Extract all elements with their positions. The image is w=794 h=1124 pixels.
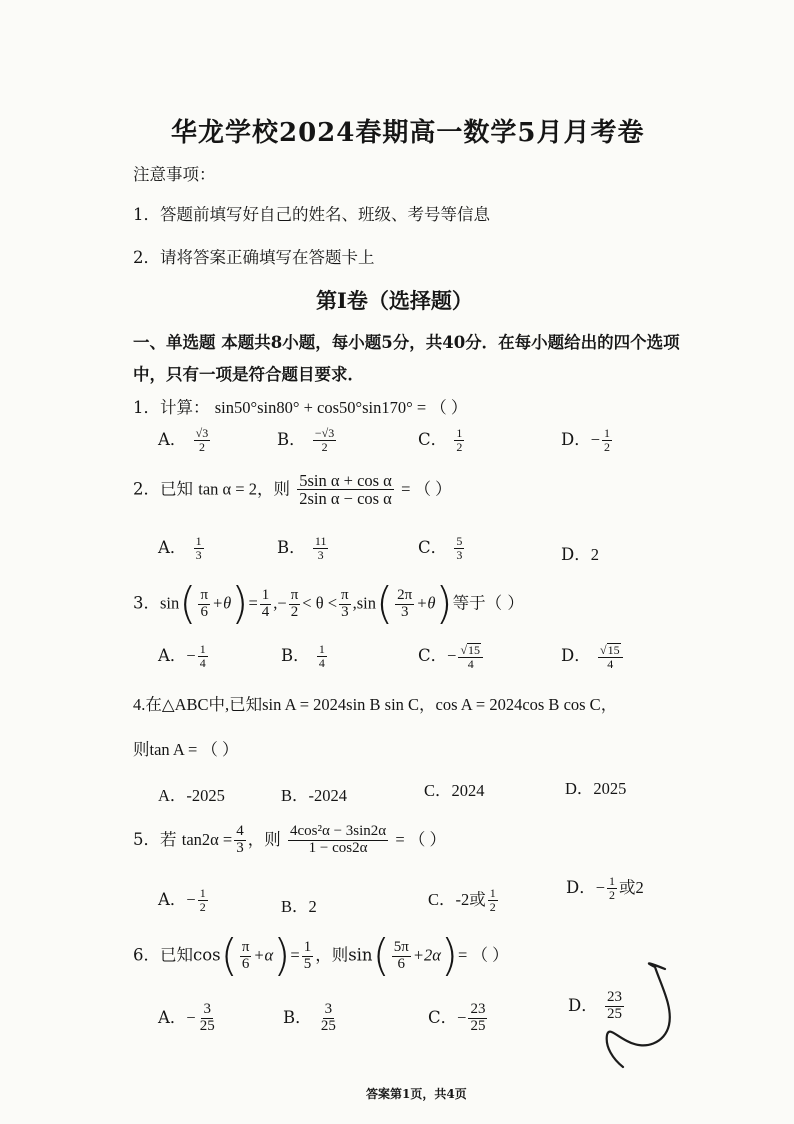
q3-c-den: 2 bbox=[290, 603, 299, 620]
q3-option-a bbox=[158, 642, 210, 670]
q2-c-frac bbox=[454, 535, 464, 561]
q1-d-frac bbox=[602, 427, 612, 453]
q5-prefix: 若 bbox=[160, 829, 177, 849]
q3-frac-b bbox=[260, 588, 272, 621]
q2-a-num: 1 bbox=[195, 534, 202, 549]
section-title: 第Ⅰ卷（选择题） bbox=[316, 288, 473, 313]
q6-mid: ，则sin bbox=[315, 945, 373, 965]
q1-a-num: √3 bbox=[195, 426, 209, 441]
q6-frac-c bbox=[392, 940, 411, 973]
q2-fraction bbox=[297, 472, 394, 508]
q6-oa-label: A． bbox=[158, 1007, 187, 1027]
q5-d-label: D． bbox=[566, 878, 596, 897]
q3-od-label: D． bbox=[561, 646, 591, 665]
q5-d-sign: − bbox=[595, 878, 606, 897]
q5-c-frac bbox=[488, 887, 498, 913]
q3-c-num: π bbox=[290, 586, 299, 603]
q6-oa-num: 3 bbox=[203, 1001, 211, 1017]
q3-sin-2: ,sin bbox=[352, 593, 376, 613]
question-6: 6．已知cos( $\frac{\pi}{6}$ +α)= $\frac{1}{5}$ ，则sin( $\frac{5\pi}{6}$ +2α)= （ ） bbox=[133, 930, 509, 981]
q6-eq: = bbox=[290, 945, 300, 965]
q3-a-tail: +θ bbox=[212, 593, 232, 613]
q6-ob-label: B． bbox=[283, 1007, 312, 1027]
q3-d-den: 3 bbox=[341, 603, 349, 620]
q2-prefix: 已知 bbox=[160, 479, 193, 499]
q1-expression: sin50°sin80° + cos50°sin170° = （ ） bbox=[214, 398, 468, 417]
q1-c-frac bbox=[454, 427, 464, 453]
q3-od-num: √15 bbox=[598, 643, 623, 658]
q6-oc-sign: − bbox=[457, 1007, 467, 1027]
question-4-line-1: 4.在△ABC中,已知sin A = 2024sin B sin C，cos A = 2024cos B cos C， bbox=[133, 695, 618, 714]
q6-od-label: D． bbox=[568, 995, 598, 1015]
question-4-line-2: 则tan A = （ ） bbox=[133, 740, 239, 759]
q5-tail: = （ ） bbox=[395, 829, 446, 849]
q3-e-num: 2π bbox=[397, 586, 413, 603]
q6-ob-frac bbox=[319, 1002, 338, 1035]
q2-frac-num: 5sin α + cos α bbox=[299, 471, 392, 490]
q5-d-den: 2 bbox=[609, 888, 616, 902]
q5-cond-num: 4 bbox=[236, 823, 244, 839]
q6-od-num: 23 bbox=[606, 989, 622, 1005]
q5-cond-frac bbox=[234, 824, 246, 857]
q1-a-label: A． bbox=[158, 430, 187, 449]
part-one-heading: 一、单选题 bbox=[133, 333, 216, 352]
q6-oc-label: C． bbox=[428, 1007, 458, 1027]
q3-d-num: π bbox=[341, 586, 349, 603]
q3-od-frac bbox=[598, 643, 623, 670]
q4-option-c: C．2024 bbox=[424, 781, 485, 800]
question-5 bbox=[133, 824, 446, 857]
q3-b-den: 4 bbox=[261, 603, 270, 620]
q5-a-num: 1 bbox=[199, 886, 206, 901]
q2-a-frac bbox=[194, 535, 204, 561]
page-footer: 答案第1页，共4页 bbox=[366, 1087, 467, 1101]
q6-option-a bbox=[158, 1002, 219, 1035]
q6-option-c bbox=[428, 1002, 489, 1035]
question-1 bbox=[133, 394, 467, 418]
q6-b-num: 1 bbox=[303, 938, 312, 955]
question-2 bbox=[133, 472, 452, 508]
q6-c-tail: +2α bbox=[412, 945, 441, 965]
q6-ob-den: 25 bbox=[320, 1017, 336, 1034]
q2-a-den: 3 bbox=[195, 548, 202, 562]
q3-frac-d bbox=[339, 588, 351, 621]
q3-oc-label: C． bbox=[418, 646, 448, 665]
q5-a-den: 2 bbox=[199, 900, 206, 914]
q2-option-a bbox=[158, 534, 206, 562]
q1-b-frac bbox=[313, 427, 336, 453]
q3-b-num: 1 bbox=[261, 586, 270, 603]
q3-ob-label: B． bbox=[281, 646, 310, 665]
q6-a-tail: +α bbox=[253, 945, 274, 965]
q5-c-den: 2 bbox=[489, 900, 496, 914]
q6-oc-num: 23 bbox=[470, 1001, 486, 1017]
q1-option-d bbox=[561, 426, 614, 454]
q5-d-frac bbox=[607, 875, 617, 901]
q5-condition: tan2α = bbox=[181, 829, 233, 849]
q2-d-label: D． bbox=[561, 545, 591, 564]
q3-sin-1: sin bbox=[160, 593, 180, 613]
q4-option-b: B．-2024 bbox=[281, 786, 347, 805]
q2-b-frac bbox=[313, 535, 329, 561]
q3-oa-frac bbox=[198, 643, 208, 669]
q6-a-den: 6 bbox=[241, 955, 250, 972]
q3-frac-a bbox=[198, 588, 210, 621]
q3-oa-sign: − bbox=[186, 646, 196, 665]
q3-frac-e bbox=[395, 588, 414, 621]
q1-c-num: 1 bbox=[456, 426, 463, 441]
q2-a-label: A． bbox=[158, 538, 187, 557]
q6-ob-num: 3 bbox=[324, 1001, 333, 1017]
q5-number: 5． bbox=[133, 829, 160, 849]
notice-item-2: 2．请将答案正确填写在答题卡上 bbox=[133, 248, 375, 267]
q1-c-den: 2 bbox=[456, 440, 463, 454]
q3-tail: 等于（ ） bbox=[452, 593, 524, 613]
q1-b-den: 2 bbox=[321, 440, 328, 454]
q3-ob-frac bbox=[317, 643, 327, 669]
q3-oa-num: 1 bbox=[199, 642, 206, 657]
q3-option-b bbox=[281, 642, 329, 670]
q1-number: 1． bbox=[133, 398, 160, 417]
q6-frac-a bbox=[240, 940, 252, 973]
q3-oc-rad: 15 bbox=[468, 642, 481, 657]
q3-number: 3． bbox=[133, 593, 160, 613]
part-one-desc-1 bbox=[133, 329, 680, 353]
q6-a-num: π bbox=[241, 938, 250, 955]
q1-option-c bbox=[418, 426, 466, 454]
q4-option-a: A．-2025 bbox=[158, 786, 225, 805]
q2-c-den: 3 bbox=[456, 548, 463, 562]
q6-prefix: 已知cos bbox=[160, 945, 221, 965]
notice-item-1: 1．答题前填写好自己的姓名、班级、考号等信息 bbox=[133, 205, 490, 224]
notice-heading: 注意事项： bbox=[133, 165, 216, 184]
q2-b-den: 3 bbox=[317, 548, 324, 562]
q6-od-den: 25 bbox=[606, 1005, 622, 1022]
q3-option-c bbox=[418, 642, 485, 670]
q2-b-num: 11 bbox=[314, 534, 327, 549]
q2-option-d bbox=[561, 541, 599, 565]
q6-oa-den: 25 bbox=[199, 1017, 215, 1034]
q6-oc-den: 25 bbox=[470, 1017, 486, 1034]
q2-d-value: 2 bbox=[590, 545, 599, 564]
q1-d-sign: − bbox=[590, 430, 601, 449]
q2-tail: = （ ） bbox=[401, 479, 452, 499]
q3-oa-den: 4 bbox=[199, 656, 206, 670]
q2-option-b bbox=[277, 534, 330, 562]
q6-oc-frac bbox=[468, 1002, 487, 1035]
q3-lt1: ,− bbox=[273, 593, 287, 613]
q1-prefix: 计算： bbox=[160, 398, 210, 417]
pen-scribble-mark bbox=[595, 955, 685, 1075]
q5-a-frac bbox=[198, 887, 208, 913]
q3-oc-num: √15 bbox=[458, 643, 483, 658]
q5-d-num: 1 bbox=[609, 874, 616, 889]
q3-ob-den: 4 bbox=[318, 656, 325, 670]
q3-a-num: π bbox=[200, 586, 209, 603]
q2-mid: ，则 bbox=[256, 479, 290, 499]
q5-frac-den: 1 − cos2α bbox=[308, 839, 368, 856]
q5-a-sign: − bbox=[186, 890, 196, 909]
q5-cond-den: 3 bbox=[236, 839, 244, 856]
q3-od-den: 4 bbox=[607, 656, 614, 671]
q2-c-num: 5 bbox=[456, 534, 463, 549]
q3-frac-c bbox=[289, 588, 301, 621]
q3-ob-num: 1 bbox=[318, 642, 325, 657]
q5-fraction bbox=[288, 824, 388, 857]
part-one-desc: 本题共8小题，每小题5分，共40分．在每小题给出的四个选项 bbox=[221, 333, 680, 352]
page-title: 华龙学校2024春期高一数学5月月考卷 bbox=[171, 118, 645, 148]
question-3: 3．sin( $\frac{\pi}{6}$ +θ)= $\frac{1}{4}$ ,− $\frac{\pi}{2}$ < θ < $\frac{\pi}{3}$ ,sin( $\frac{2\pi}{3}$ +θ)等于（ ） bbox=[133, 578, 524, 629]
q2-number: 2． bbox=[133, 479, 160, 499]
q6-option-b bbox=[283, 1002, 340, 1035]
q6-tail: = （ ） bbox=[458, 945, 509, 965]
q2-condition: tan α = 2 bbox=[198, 479, 257, 499]
q5-option-d bbox=[566, 874, 644, 902]
q3-oc-frac bbox=[458, 643, 483, 670]
q3-option-d bbox=[561, 642, 625, 670]
q3-oc-den: 4 bbox=[467, 656, 474, 671]
q6-oa-sign: − bbox=[186, 1007, 196, 1027]
q1-c-label: C． bbox=[418, 430, 448, 449]
q6-c-num: 5π bbox=[393, 938, 409, 955]
q5-option-b: B．2 bbox=[281, 897, 317, 916]
q1-d-den: 2 bbox=[604, 440, 611, 454]
q1-d-label: D． bbox=[561, 430, 591, 449]
q3-e-tail: +θ bbox=[416, 593, 436, 613]
q3-oa-label: A． bbox=[158, 646, 187, 665]
q6-number: 6． bbox=[133, 945, 160, 965]
q5-mid: ，则 bbox=[247, 829, 281, 849]
q5-frac-num: 4cos²α − 3sin2α bbox=[289, 823, 387, 839]
q5-d-tail: 或2 bbox=[619, 878, 644, 897]
q1-option-b bbox=[277, 426, 338, 454]
q6-frac-b bbox=[302, 940, 314, 973]
q3-oc-sign: − bbox=[447, 646, 457, 665]
q5-c-label: C．-2或 bbox=[428, 890, 486, 909]
q3-e-den: 3 bbox=[400, 603, 409, 620]
q1-b-num: −√3 bbox=[314, 426, 335, 441]
q6-oa-frac bbox=[198, 1002, 217, 1035]
q2-option-c bbox=[418, 534, 466, 562]
q1-a-den: 2 bbox=[198, 440, 205, 454]
q5-option-c bbox=[428, 886, 500, 914]
q3-od-rad: 15 bbox=[607, 642, 620, 657]
q2-b-label: B． bbox=[277, 538, 306, 557]
q3-a-den: 6 bbox=[200, 603, 208, 620]
q5-c-num: 1 bbox=[489, 886, 496, 901]
q5-option-a bbox=[158, 886, 210, 914]
q4-option-d: D．2025 bbox=[565, 779, 627, 798]
part-one-desc-2: 中，只有一项是符合题目要求． bbox=[133, 365, 364, 384]
q3-mid: < θ < bbox=[302, 593, 338, 613]
q3-eq: = bbox=[248, 593, 258, 613]
q5-a-label: A． bbox=[158, 890, 187, 909]
q2-c-label: C． bbox=[418, 538, 448, 557]
q1-b-label: B． bbox=[277, 430, 306, 449]
q6-c-den: 6 bbox=[397, 955, 406, 972]
q1-option-a bbox=[158, 426, 212, 454]
q6-b-den: 5 bbox=[303, 955, 312, 972]
q2-frac-den: 2sin α − cos α bbox=[299, 489, 392, 509]
q1-d-num: 1 bbox=[604, 426, 611, 441]
q1-a-frac bbox=[194, 427, 211, 453]
